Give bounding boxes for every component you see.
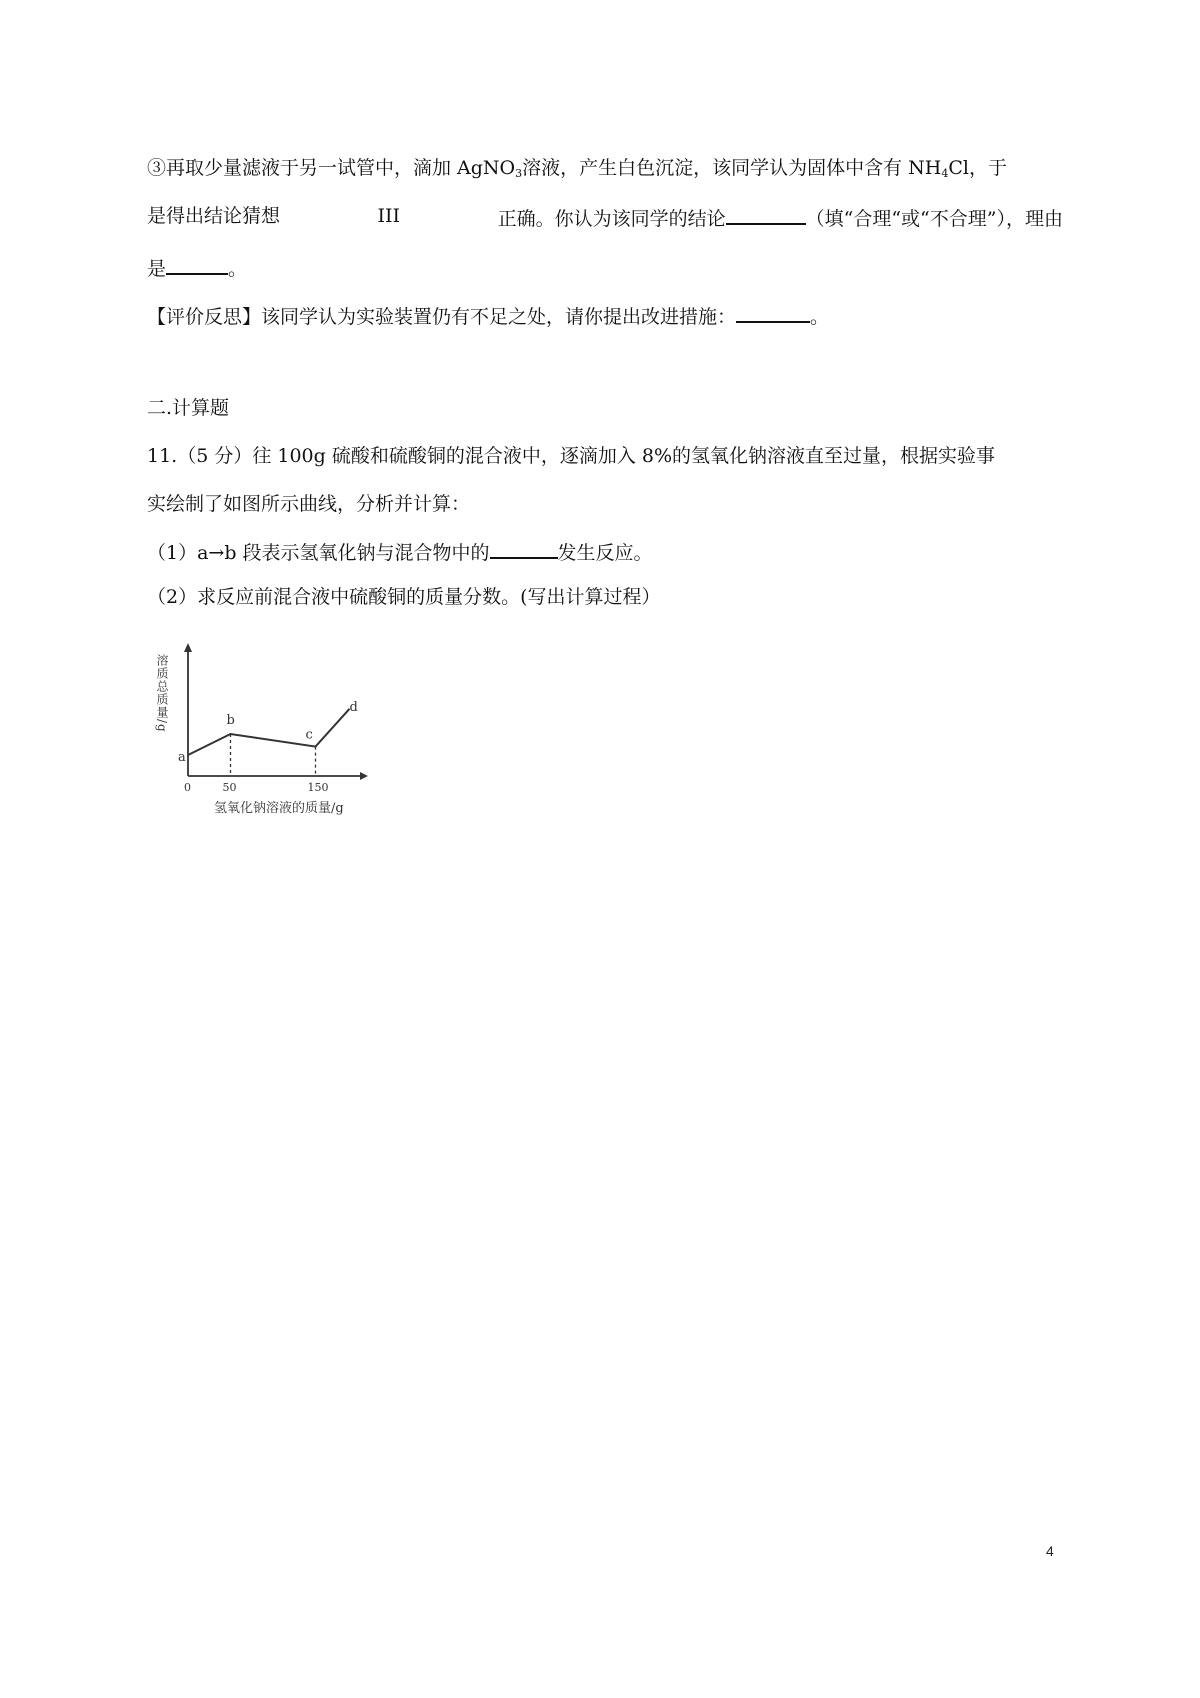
roman-three: III <box>377 205 401 227</box>
point-label-c: c <box>305 727 313 743</box>
para-line-2-a: 是得出结论猜想 <box>147 205 281 227</box>
evaluation-reflection: 【评价反思】该同学认为实验装置仍有不足之处，请你提出改进措施： 。 <box>147 301 829 330</box>
question-11-part-2: （2）求反应前混合液中硫酸铜的质量分数。(写出计算过程） <box>147 586 661 608</box>
answer-blank-reason[interactable] <box>166 253 228 275</box>
question-11-part-1: （1）a→b 段表示氢氧化钠与混合物中的 发生反应。 <box>147 537 653 566</box>
para-line-2 <box>147 203 1063 232</box>
y-axis-label: 溶质总质量/g <box>155 654 169 733</box>
solute-mass-chart <box>148 640 378 830</box>
x-tick-label-0: 0 <box>184 781 191 794</box>
x-axis-label: 氢氧化钠溶液的质量/g <box>214 801 344 816</box>
para-line-1 <box>147 155 1063 187</box>
section-title: 二.计算题 <box>147 397 230 419</box>
answer-blank-improvement[interactable] <box>736 301 810 323</box>
point-label-d: d <box>349 699 358 715</box>
answer-blank-conclusion[interactable] <box>726 203 806 225</box>
para-line-2-c: 正确。你认为该同学的结论 （填“合理“或“不合理”），理由 <box>498 203 1063 232</box>
answer-blank-reactant[interactable] <box>490 537 558 559</box>
point-label-a: a <box>178 750 186 765</box>
para-line-1-text: ③再取少量滤液于另一试管中，滴加 AgNO$_3$溶液，产生白色沉淀，该同学认为固体中含有 $NH_4Cl$，于 <box>147 157 1008 180</box>
para-line-3: 是 。 <box>147 253 247 282</box>
point-label-b: b <box>226 713 235 728</box>
question-11-line-2: 实绘制了如图所示曲线，分析并计算： <box>147 493 471 515</box>
x-axis-arrow <box>360 772 368 780</box>
x-tick-label-50: 50 <box>222 781 237 794</box>
series-line <box>188 709 350 755</box>
page-number: 4 <box>1046 1543 1054 1559</box>
x-tick-label-150: 150 <box>307 781 329 794</box>
question-11-line-1: 11.（5 分）往 100g 硫酸和硫酸铜的混合液中，逐滴加入 8%的氢氧化钠溶液直至过量，根据实验事 <box>147 445 996 467</box>
y-axis-arrow <box>184 643 192 652</box>
